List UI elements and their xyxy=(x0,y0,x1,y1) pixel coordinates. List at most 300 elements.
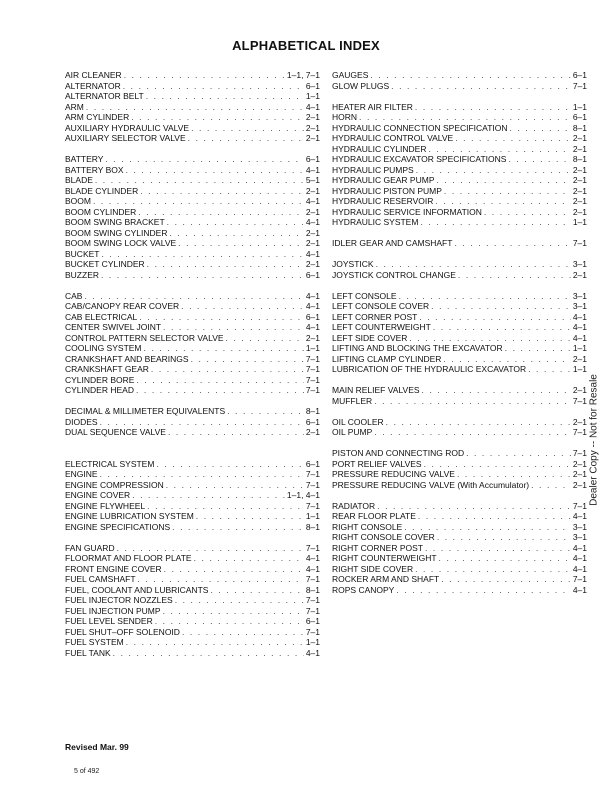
index-entry-name: BLADE xyxy=(65,175,93,185)
index-entry-name: CAB xyxy=(65,290,83,301)
index-entry-page: 7–1 xyxy=(305,479,320,490)
index-entry[interactable] xyxy=(65,564,320,575)
index-entry[interactable] xyxy=(332,354,587,365)
index-entry[interactable] xyxy=(65,196,320,207)
index-entry[interactable] xyxy=(65,91,320,102)
index-entry-page: 3–1 xyxy=(572,521,587,532)
index-entry[interactable] xyxy=(65,553,320,564)
index-entry[interactable] xyxy=(332,427,587,438)
index-entry-name: ENGINE COMPRESSION xyxy=(65,479,164,490)
index-entry[interactable] xyxy=(332,511,587,522)
leader-dots xyxy=(163,322,304,333)
index-entry[interactable] xyxy=(65,165,320,176)
index-entry-name: LIFTING AND BLOCKING THE EXCAVATOR xyxy=(332,343,503,353)
index-entry[interactable] xyxy=(332,553,587,564)
index-entry[interactable] xyxy=(332,270,587,281)
index-entry-name: DECIMAL & MILLIMETER EQUIVALENTS xyxy=(65,406,226,416)
leader-dots xyxy=(101,249,303,260)
index-entry-name: FAN GUARD xyxy=(65,542,115,553)
leader-dots xyxy=(124,70,285,81)
index-entry[interactable] xyxy=(332,312,587,323)
leader-dots xyxy=(123,81,304,92)
index-entry[interactable] xyxy=(65,354,320,365)
index-entry-name: BOOM CYLINDER xyxy=(65,206,137,217)
leader-dots xyxy=(113,648,304,659)
leader-dots xyxy=(226,333,304,344)
index-entry[interactable] xyxy=(65,574,320,585)
index-entry-page: 2–1 xyxy=(305,227,320,238)
index-entry[interactable] xyxy=(65,154,320,165)
leader-dots xyxy=(508,154,570,165)
leader-dots xyxy=(431,301,571,312)
index-entry[interactable] xyxy=(65,522,320,533)
index-entry[interactable] xyxy=(332,343,587,354)
index-entry-name: DIODES xyxy=(65,416,98,427)
index-entry[interactable] xyxy=(65,291,320,302)
index-entry[interactable] xyxy=(65,322,320,333)
index-entry[interactable] xyxy=(332,70,587,81)
leader-dots xyxy=(164,564,304,575)
index-entry[interactable] xyxy=(65,490,320,501)
index-entry-page: 4–1 xyxy=(305,248,320,259)
index-entry-page: 6–1 xyxy=(305,311,320,322)
index-entry-name: ARM CYLINDER xyxy=(65,112,130,122)
leader-dots xyxy=(466,448,571,459)
leader-dots xyxy=(188,133,304,144)
index-entry-name: LIFTING CLAMP CYLINDER xyxy=(332,353,442,364)
index-entry[interactable] xyxy=(332,585,587,596)
index-entry[interactable] xyxy=(65,217,320,228)
leader-dots xyxy=(144,343,304,354)
index-entry[interactable] xyxy=(332,81,587,92)
index-entry-page: 2–1 xyxy=(305,122,320,133)
index-entry[interactable] xyxy=(65,70,320,81)
index-entry-name: MUFFLER xyxy=(332,395,373,406)
index-entry[interactable] xyxy=(65,511,320,522)
index-entry[interactable] xyxy=(332,480,587,491)
index-entry-page: 4–1 xyxy=(572,553,587,563)
leader-dots xyxy=(168,427,304,438)
index-entry[interactable] xyxy=(65,333,320,344)
index-entry-name: HYDRAULIC GEAR PUMP xyxy=(332,175,435,185)
index-entry-page: 6–1 xyxy=(305,154,320,164)
index-entry-page: 2–1 xyxy=(572,416,587,427)
index-entry-name: REAR FLOOR PLATE xyxy=(332,511,416,521)
index-entry[interactable] xyxy=(332,123,587,134)
index-entry-name: ENGINE SPECIFICATIONS xyxy=(65,521,171,532)
index-entry-name: RIGHT CONSOLE COVER xyxy=(332,532,435,542)
index-entry-page: 2–1 xyxy=(572,206,587,217)
leader-dots xyxy=(484,207,571,218)
index-entry-name: COOLING SYSTEM xyxy=(65,343,142,353)
index-group xyxy=(65,543,320,659)
index-entry-name: LEFT SIDE COVER xyxy=(332,332,408,343)
index-entry[interactable] xyxy=(65,480,320,491)
index-entry-page: 7–1 xyxy=(305,374,320,385)
index-entry[interactable] xyxy=(332,301,587,312)
index-entry-page: 4–1 xyxy=(305,217,320,227)
index-entry[interactable] xyxy=(65,312,320,323)
leader-dots xyxy=(441,574,571,585)
leader-dots xyxy=(510,123,571,134)
index-entry[interactable] xyxy=(65,238,320,249)
index-group xyxy=(332,238,587,249)
leader-dots xyxy=(191,123,304,134)
index-entry[interactable] xyxy=(332,196,587,207)
index-entry[interactable] xyxy=(65,133,320,144)
index-entry[interactable] xyxy=(332,459,587,470)
index-entry-page: 6–1 xyxy=(305,269,320,280)
index-entry[interactable] xyxy=(65,259,320,270)
leader-dots xyxy=(396,585,570,596)
index-entry[interactable] xyxy=(65,595,320,606)
index-entry-page: 8–1 xyxy=(305,521,320,532)
index-entry[interactable] xyxy=(65,385,320,396)
index-entry-name: OIL PUMP xyxy=(332,427,373,437)
index-entry-name: AUXILIARY SELECTOR VALVE xyxy=(65,133,186,143)
index-entry[interactable] xyxy=(332,448,587,459)
index-entry[interactable] xyxy=(332,217,587,228)
leader-dots xyxy=(140,186,304,197)
index-entry[interactable] xyxy=(65,123,320,134)
index-entry-page: 4–1 xyxy=(572,563,587,574)
leader-dots xyxy=(86,102,304,113)
index-entry-page: 7–1 xyxy=(572,574,587,584)
index-entry-page: 4–1 xyxy=(572,542,587,553)
index-entry-name: FUEL LEVEL SENDER xyxy=(65,616,153,626)
index-entry-name: FUEL INJECTOR NOZZLES xyxy=(65,595,173,605)
index-group xyxy=(332,102,587,228)
index-entry[interactable] xyxy=(332,469,587,480)
leader-dots xyxy=(415,102,571,113)
leader-dots xyxy=(126,637,304,648)
index-entry[interactable] xyxy=(65,501,320,512)
index-entry-page: 2–1 xyxy=(572,385,587,395)
page-title: ALPHABETICAL INDEX xyxy=(232,38,380,53)
index-entry-page: 7–1 xyxy=(572,238,587,248)
index-entry[interactable] xyxy=(65,459,320,470)
leader-dots xyxy=(424,459,571,470)
index-entry-page: 7–1 xyxy=(572,427,587,437)
index-entry[interactable] xyxy=(65,364,320,375)
leader-dots xyxy=(172,522,304,533)
leader-dots xyxy=(105,154,303,165)
index-entry-page: 7–1 xyxy=(572,80,587,91)
index-entry[interactable] xyxy=(332,564,587,575)
index-entry-name: LEFT CONSOLE xyxy=(332,290,397,301)
index-entry-name: FUEL SYSTEM xyxy=(65,637,124,647)
index-entry[interactable] xyxy=(332,522,587,533)
index-entry-page: 4–1 xyxy=(305,563,320,574)
index-entry-page: 4–1 xyxy=(305,290,320,301)
leader-dots xyxy=(420,217,570,228)
index-entry-page: 3–1 xyxy=(572,301,587,311)
index-entry[interactable] xyxy=(332,238,587,249)
index-entry-page: 1–1 xyxy=(305,637,320,647)
index-entry[interactable] xyxy=(65,543,320,554)
index-entry[interactable] xyxy=(332,165,587,176)
index-entry[interactable] xyxy=(65,81,320,92)
index-entry-page: 7–1 xyxy=(305,469,320,479)
index-entry[interactable] xyxy=(65,427,320,438)
index-entry-name: LEFT COUNTERWEIGHT xyxy=(332,322,431,332)
index-entry-name: HYDRAULIC RESERVOIR xyxy=(332,196,434,206)
index-entry-page: 1–1, 4–1 xyxy=(286,490,320,500)
index-entry-name: FUEL INJECTION PUMP xyxy=(65,605,161,616)
index-entry-name: CRANKSHAFT AND BEARINGS xyxy=(65,353,189,364)
index-entry[interactable] xyxy=(65,228,320,239)
index-entry-page: 1–1 xyxy=(305,91,320,101)
index-entry-page: 2–1 xyxy=(305,112,320,122)
index-entry-name: LEFT CORNER POST xyxy=(332,311,418,322)
index-entry-page: 4–1 xyxy=(305,101,320,112)
page-number: 5 of 492 xyxy=(74,768,100,775)
leader-dots xyxy=(409,333,570,344)
leader-dots xyxy=(415,564,571,575)
leader-dots xyxy=(100,469,304,480)
index-entry-name: CAB ELECTRICAL xyxy=(65,311,138,322)
leader-dots xyxy=(147,259,304,270)
index-entry[interactable] xyxy=(65,343,320,354)
index-entry-page: 1–1 xyxy=(305,343,320,353)
leader-dots xyxy=(433,322,571,333)
index-entry-name: RIGHT CONSOLE xyxy=(332,521,403,532)
index-entry-page: 2–1 xyxy=(572,458,587,469)
leader-dots xyxy=(163,606,304,617)
index-entry-name: JOYSTICK xyxy=(332,259,374,269)
index-entry-name: ENGINE COVER xyxy=(65,490,131,500)
index-entry[interactable] xyxy=(65,186,320,197)
index-entry-name: FRONT ENGINE COVER xyxy=(65,563,162,574)
index-entry[interactable] xyxy=(332,207,587,218)
index-group xyxy=(332,259,587,280)
index-entry-page: 1–1 xyxy=(305,511,320,521)
leader-dots xyxy=(370,70,570,81)
leader-dots xyxy=(100,417,304,428)
index-entry-name: ARM xyxy=(65,101,84,112)
index-entry-page: 4–1 xyxy=(572,511,587,521)
index-entry[interactable] xyxy=(65,406,320,417)
index-entry-page: 4–1 xyxy=(305,196,320,206)
leader-dots xyxy=(155,616,304,627)
index-entry-page: 7–1 xyxy=(305,364,320,374)
index-entry-name: LUBRICATION OF THE HYDRAULIC EXCAVATOR xyxy=(332,364,527,374)
index-entry-name: HYDRAULIC EXCAVATOR SPECIFICATIONS xyxy=(332,154,507,164)
index-entry-page: 7–1 xyxy=(572,395,587,406)
leader-dots xyxy=(528,364,571,375)
index-entry[interactable] xyxy=(65,375,320,386)
index-entry-page: 2–1 xyxy=(305,185,320,196)
index-entry-page: 2–1 xyxy=(305,133,320,143)
index-entry-page: 4–1 xyxy=(305,647,320,658)
index-entry-name: HYDRAULIC CONTROL VALVE xyxy=(332,133,454,143)
index-entry-name: AIR CLEANER xyxy=(65,70,122,80)
index-entry-name: CRANKSHAFT GEAR xyxy=(65,364,149,374)
index-entry-name: HYDRAULIC CYLINDER xyxy=(332,143,427,154)
index-entry-page: 6–1 xyxy=(572,112,587,122)
index-entry[interactable] xyxy=(332,417,587,428)
index-entry-page: 6–1 xyxy=(572,70,587,80)
index-entry-page: 8–1 xyxy=(572,154,587,164)
index-entry-name: RADIATOR xyxy=(332,500,376,511)
index-entry-page: 7–1 xyxy=(572,500,587,511)
index-entry[interactable] xyxy=(65,207,320,218)
index-entry[interactable] xyxy=(65,616,320,627)
leader-dots xyxy=(194,553,304,564)
index-entry-name: CENTER SWIVEL JOINT xyxy=(65,322,162,332)
index-entry[interactable] xyxy=(332,322,587,333)
index-entry-name: HYDRAULIC PUMPS xyxy=(332,164,414,175)
index-entry-page: 2–1 xyxy=(572,479,587,490)
index-group xyxy=(332,417,587,438)
index-entry[interactable] xyxy=(332,532,587,543)
leader-dots xyxy=(437,175,571,186)
index-entry-name: BATTERY BOX xyxy=(65,164,124,175)
index-entry-page: 8–1 xyxy=(305,406,320,416)
index-entry[interactable] xyxy=(332,396,587,407)
leader-dots xyxy=(138,207,303,218)
index-entry-name: BOOM SWING LOCK VALVE xyxy=(65,238,177,248)
leader-dots xyxy=(437,532,571,543)
index-entry[interactable] xyxy=(332,501,587,512)
index-entry[interactable] xyxy=(65,637,320,648)
index-entry-page: 2–1 xyxy=(305,332,320,343)
index-entry-name: ALTERNATOR BELT xyxy=(65,91,144,101)
leader-dots xyxy=(374,396,571,407)
leader-dots xyxy=(399,291,571,302)
leader-dots xyxy=(131,112,304,123)
index-entry-page: 3–1 xyxy=(572,290,587,301)
index-entry-name: FUEL, COOLANT AND LUBRICANTS xyxy=(65,584,209,595)
index-entry[interactable] xyxy=(65,585,320,596)
leader-dots xyxy=(505,343,571,354)
leader-dots xyxy=(182,627,304,638)
leader-dots xyxy=(146,91,304,102)
leader-dots xyxy=(391,81,571,92)
leader-dots xyxy=(374,427,571,438)
index-entry-name: BATTERY xyxy=(65,154,104,164)
index-entry-name: ALTERNATOR xyxy=(65,80,121,91)
index-entry-name: BUCKET CYLINDER xyxy=(65,259,145,269)
leader-dots xyxy=(444,186,571,197)
index-group xyxy=(65,459,320,533)
index-entry-name: HYDRAULIC SERVICE INFORMATION xyxy=(332,206,482,217)
index-entry[interactable] xyxy=(65,648,320,659)
index-entry-name: HEATER AIR FILTER xyxy=(332,101,413,112)
index-entry-page: 7–1 xyxy=(305,353,320,364)
leader-dots xyxy=(136,375,303,386)
index-entry-name: CYLINDER BORE xyxy=(65,374,135,385)
index-entry-name: GLOW PLUGS xyxy=(332,80,390,91)
leader-dots xyxy=(181,301,304,312)
index-entry[interactable] xyxy=(332,333,587,344)
index-entry[interactable] xyxy=(332,574,587,585)
index-entry-name: PRESSURE REDUCING VALVE (With Accumulator) xyxy=(332,479,530,490)
index-entry[interactable] xyxy=(65,102,320,113)
index-entry-name: BLADE CYLINDER xyxy=(65,185,139,196)
index-entry[interactable] xyxy=(332,259,587,270)
index-entry[interactable] xyxy=(65,175,320,186)
index-entry-page: 6–1 xyxy=(305,458,320,469)
index-entry[interactable] xyxy=(65,627,320,638)
index-entry[interactable] xyxy=(65,249,320,260)
index-entry[interactable] xyxy=(332,133,587,144)
index-entry[interactable] xyxy=(332,364,587,375)
index-entry[interactable] xyxy=(332,175,587,186)
index-group xyxy=(332,70,587,91)
index-entry[interactable] xyxy=(65,112,320,123)
leader-dots xyxy=(404,522,571,533)
index-entry-page: 2–1 xyxy=(572,353,587,364)
index-entry[interactable] xyxy=(332,186,587,197)
index-entry-page: 2–1 xyxy=(305,427,320,437)
index-entry-page: 4–1 xyxy=(305,301,320,311)
index-entry[interactable] xyxy=(65,606,320,617)
index-entry-page: 2–1 xyxy=(572,164,587,175)
index-entry[interactable] xyxy=(65,301,320,312)
index-entry-name: PISTON AND CONNECTING ROD xyxy=(332,448,465,458)
index-entry[interactable] xyxy=(332,144,587,155)
index-entry-name: ENGINE LUBRICATION SYSTEM xyxy=(65,511,194,521)
index-entry-page: 5–1 xyxy=(305,175,320,185)
index-entry-name: BOOM SWING BRACKET xyxy=(65,217,165,227)
leader-dots xyxy=(178,238,304,249)
index-entry-page: 1–1, 7–1 xyxy=(286,70,320,80)
index-entry-name: LEFT CONSOLE COVER xyxy=(332,301,430,311)
index-entry[interactable] xyxy=(332,385,587,396)
index-entry-name: BOOM xyxy=(65,196,91,206)
index-entry-page: 4–1 xyxy=(572,322,587,332)
index-entry[interactable] xyxy=(332,543,587,554)
index-entry-name: IDLER GEAR AND CAMSHAFT xyxy=(332,238,453,248)
index-entry-page: 1–1 xyxy=(572,364,587,374)
index-entry[interactable] xyxy=(332,112,587,123)
leader-dots xyxy=(443,354,570,365)
index-entry-page: 6–1 xyxy=(305,616,320,626)
index-entry-page: 2–1 xyxy=(572,175,587,185)
leader-dots xyxy=(147,501,304,512)
leader-dots xyxy=(454,238,570,249)
index-entry-page: 7–1 xyxy=(305,626,320,637)
index-entry-name: PRESSURE REDUCING VALVE xyxy=(332,469,455,479)
index-entry-page: 7–1 xyxy=(572,448,587,458)
leader-dots xyxy=(191,354,304,365)
index-entry-page: 2–1 xyxy=(305,206,320,217)
leader-dots xyxy=(376,259,571,270)
index-entry-name: HYDRAULIC PISTON PUMP xyxy=(332,185,442,196)
index-entry[interactable] xyxy=(332,291,587,302)
index-entry-name: DUAL SEQUENCE VALVE xyxy=(65,427,166,437)
index-group xyxy=(65,291,320,396)
index-entry-page: 6–1 xyxy=(305,80,320,91)
index-entry-page: 7–1 xyxy=(305,605,320,616)
leader-dots xyxy=(101,270,304,281)
leader-dots xyxy=(416,165,571,176)
index-entry-page: 2–1 xyxy=(572,269,587,280)
index-entry-name: ENGINE xyxy=(65,469,98,479)
leader-dots xyxy=(167,217,304,228)
index-entry[interactable] xyxy=(65,417,320,428)
index-entry[interactable] xyxy=(332,102,587,113)
index-entry-name: OIL COOLER xyxy=(332,416,384,427)
leader-dots xyxy=(84,291,303,302)
leader-dots xyxy=(196,511,304,522)
index-entry[interactable] xyxy=(332,154,587,165)
index-entry[interactable] xyxy=(65,270,320,281)
index-entry[interactable] xyxy=(65,469,320,480)
index-entry-name: FUEL CAMSHAFT xyxy=(65,574,136,584)
leader-dots xyxy=(126,165,304,176)
